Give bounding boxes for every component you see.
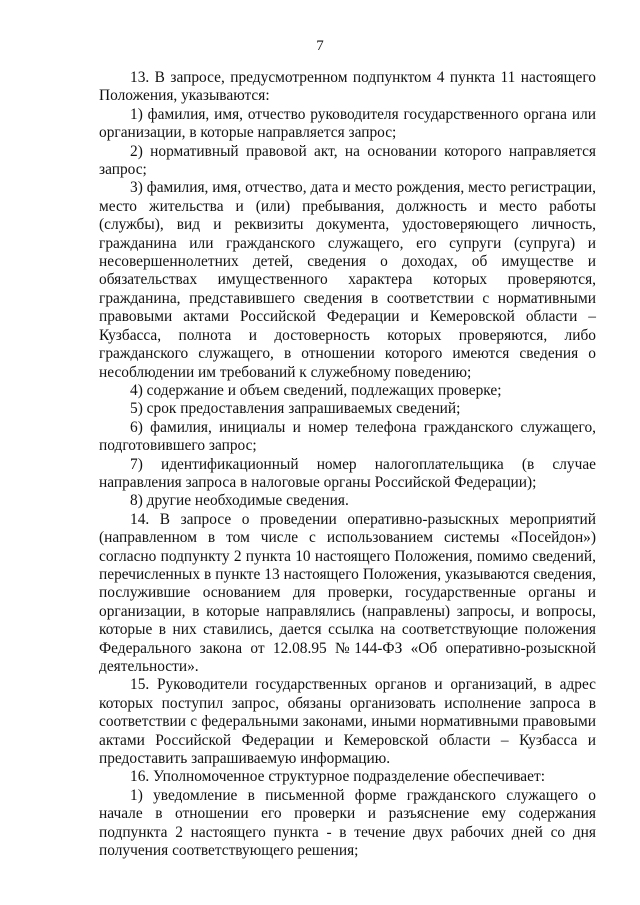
paragraph-13-item-4: 4) содержание и объем сведений, подлежащих проверке; xyxy=(130,381,502,399)
paragraph-13-item-5: 5) срок предоставления запрашиваемых сведений; xyxy=(130,400,461,418)
paragraph-13: 13. В запросе, предусмотренном подпунктом 4 пункта 11 настоящего Положения, указываются: xyxy=(99,69,596,105)
paragraph-13-item-2: 2) нормативный правовой акт, на основании которого направляется запрос; xyxy=(99,142,596,179)
paragraph-13-item-7: 7) идентификационный номер налогоплательщика (в случае направления запроса в налоговые органы Российской Федерации); xyxy=(99,455,596,491)
paragraph-13-item-6: 6) фамилия, инициалы и номер телефона гражданского служащего, подготовившего запрос; xyxy=(99,418,596,455)
paragraph-16: 16. Уполномоченное структурное подразделение обеспечивает: xyxy=(130,768,545,786)
page-number: 7 xyxy=(316,38,324,54)
paragraph-14: 14. В запросе о проведении оперативно-разыскных мероприятий (направленном в том числе с использованием системы «Посейдон») согласно подпункту 2 пункта 10 настоящего Положения, помимо сведений, перечисленных в пункте 13 настоящего Положения, указываются сведения, послужившие основанием для проверки, государственные органы и организации, в которые направлялись (направлены) запросы, и вопросы, которые в них ставились, дается ссылка на соответствующие положения Федерального закона от 12.08.95 №144-ФЗ «Об оперативно-розыскной деятельности». xyxy=(99,510,596,675)
paragraph-13-item-8: 8) другие необходимые сведения. xyxy=(130,492,349,510)
paragraph-16-item-1: 1) уведомление в письменной форме гражданского служащего о начале в отношении его проверки и разъяснение ему содержания подпункта 2 настоящего пункта - в течение двух рабочих дней со дня получения соответствующего решения; xyxy=(99,786,596,860)
document-body xyxy=(99,69,596,860)
paragraph-13-item-3: 3) фамилия, имя, отчество, дата и место рождения, место регистрации, место жительства и (или) пребывания, должность и место работы (службы), вид и реквизиты документа, удостоверяющего личность, гражданина или гражданского служащего, его супруги (супруга) и несовершеннолетних детей, сведения о доходах, об имуществе и обязательствах имущественного характера которых проверяются, гражданина, представившего сведения в соответствии с нормативными правовыми актами Российской Федерации и Кемеровской области – Кузбасса, полнота и достоверность которых проверяются, либо гражданского служащего, в отношении которого имеются сведения о несоблюдении им требований к служебному поведению; xyxy=(99,179,596,381)
paragraph-15: 15. Руководители государственных органов и организаций, в адрес которых поступил запрос, обязаны организовать исполнение запроса в соответствии с федеральными законами, иными нормативными правовыми актами Российской Федерации и Кемеровской области – Кузбасса и предоставить запрашиваемую информацию. xyxy=(99,676,596,768)
paragraph-13-item-1: 1) фамилия, имя, отчество руководителя государственного органа или организации, в которые направляется запрос; xyxy=(99,105,596,142)
